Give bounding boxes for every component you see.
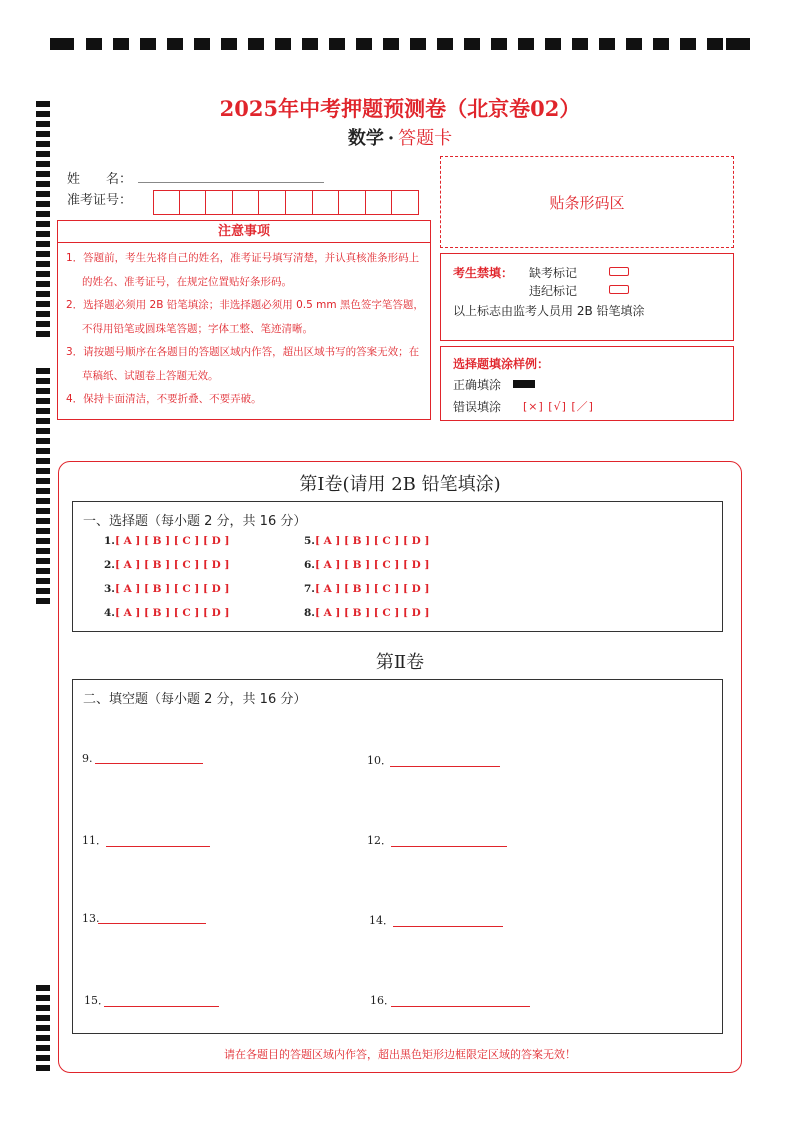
forbid-title: 考生禁填： [453, 266, 514, 280]
violation-mark-box[interactable] [609, 285, 629, 294]
blank-question-14[interactable] [369, 912, 394, 928]
blank-question-12[interactable] [367, 832, 392, 848]
blank-question-9[interactable] [82, 752, 93, 765]
choice-section-title: 一、选择题（每小题 2 分，共 16 分） [83, 514, 307, 529]
id-digit-box[interactable] [313, 190, 340, 215]
choice-question-4[interactable] [104, 607, 229, 619]
blank-question-11[interactable] [82, 832, 107, 848]
forbid-note: 以上标志由监考人员用 2B 铅笔填涂 [453, 304, 645, 318]
absent-label: 缺考标记 [529, 266, 578, 280]
barcode-area [440, 156, 734, 248]
blank-question-16[interactable] [370, 992, 395, 1008]
blank-question-13[interactable] [82, 912, 100, 925]
violation-label: 违纪标记 [529, 284, 578, 298]
option-bubbles[interactable]: [ A ] [ B ] [ C ] [ D ] [114, 607, 230, 619]
question-number: 12． [367, 834, 392, 847]
answer-line[interactable] [98, 923, 206, 924]
barcode-label: 贴条形码区 [549, 193, 625, 212]
option-bubbles[interactable]: [ A ] [ B ] [ C ] [ D ] [114, 535, 230, 547]
blank-question-10[interactable] [367, 752, 392, 768]
fill-blank-panel [72, 679, 723, 1034]
option-bubbles[interactable]: [ A ] [ B ] [ C ] [ D ] [314, 559, 430, 571]
notice-item: 4．保持卡面清洁，不要折叠、不要弄破。 [66, 393, 262, 405]
choice-question-2[interactable] [104, 559, 229, 571]
name-field[interactable] [138, 182, 324, 183]
wrong-label: 错误填涂 [453, 400, 502, 414]
notice-item: 1．答题前，考生先将自己的姓名，准考证号填写清楚，并认真核准条形码上的姓名、准考证号，在规定位置贴好条形码。 [66, 252, 420, 288]
question-number: 2. [104, 559, 115, 571]
id-digit-box[interactable] [233, 190, 260, 215]
choice-question-6[interactable] [304, 559, 429, 571]
id-digit-box[interactable] [153, 190, 180, 215]
id-digit-box[interactable] [206, 190, 233, 215]
question-number: 1. [104, 535, 115, 547]
exam-title: 2025年中考押题预测卷（北京卷02） [219, 96, 581, 121]
absent-mark-box[interactable] [609, 267, 629, 276]
part1-title: 第Ⅰ卷(请用 2B 铅笔填涂) [299, 474, 501, 495]
answer-line[interactable] [391, 1006, 530, 1007]
name-label: 姓 名： [67, 172, 133, 187]
id-digit-box[interactable] [366, 190, 393, 215]
answer-line[interactable] [104, 1006, 219, 1007]
option-bubbles[interactable]: [ A ] [ B ] [ C ] [ D ] [114, 583, 230, 595]
id-digit-box[interactable] [259, 190, 286, 215]
notice-list [58, 243, 430, 412]
notice-box [57, 220, 431, 420]
subject-label: 数学 [347, 128, 384, 149]
question-number: 5. [304, 535, 315, 547]
card-label: 答题卡 [398, 128, 453, 149]
notice-item: 2．选择题必须用 2B 铅笔填涂；非选择题必须用 0.5 mm 黑色签字笔答题，不得用铅笔或圆珠笔答题；字体工整、笔迹清晰。 [66, 299, 424, 335]
option-bubbles[interactable]: [ A ] [ B ] [ C ] [ D ] [314, 583, 430, 595]
question-number: 10． [367, 754, 392, 767]
question-number: 7. [304, 583, 315, 595]
question-number: 6. [304, 559, 315, 571]
notice-title: 注意事项 [58, 221, 430, 243]
notice-item: 3．请按题号顺序在各题目的答题区域内作答，超出区域书写的答案无效；在草稿纸、试题卷上答题无效。 [66, 346, 420, 382]
id-digit-box[interactable] [286, 190, 313, 215]
correct-label: 正确填涂 [453, 378, 502, 392]
choice-question-3[interactable] [104, 583, 229, 595]
choice-question-8[interactable] [304, 607, 429, 619]
sample-title: 选择题填涂样例： [453, 357, 550, 371]
answer-line[interactable] [390, 766, 500, 767]
question-number: 15． [84, 994, 109, 1007]
answer-line[interactable] [95, 763, 203, 764]
question-number: 8. [304, 607, 315, 619]
id-label: 准考证号： [67, 193, 133, 208]
question-number: 4. [104, 607, 115, 619]
question-number: 9. [82, 752, 93, 765]
separator-dot: · [387, 128, 395, 149]
option-bubbles[interactable]: [ A ] [ B ] [ C ] [ D ] [314, 607, 430, 619]
fill-sample-box [440, 346, 734, 421]
question-number: 13. [82, 912, 100, 925]
id-digit-box[interactable] [392, 190, 419, 215]
answer-line[interactable] [106, 846, 210, 847]
question-number: 16． [370, 994, 395, 1007]
footer-warning: 请在各题目的答题区域内作答，超出黑色矩形边框限定区域的答案无效！ [224, 1048, 576, 1061]
question-number: 3. [104, 583, 115, 595]
question-number: 11． [82, 834, 107, 847]
answer-line[interactable] [391, 846, 507, 847]
choice-question-5[interactable] [304, 535, 429, 547]
question-number: 14． [369, 914, 394, 927]
fill-blank-section-title: 二、填空题（每小题 2 分，共 16 分） [83, 692, 307, 707]
correct-fill-sample [513, 380, 535, 388]
top-timing-marks [50, 38, 750, 52]
option-bubbles[interactable]: [ A ] [ B ] [ C ] [ D ] [314, 535, 430, 547]
card-subtitle [0, 124, 800, 150]
choice-question-7[interactable] [304, 583, 429, 595]
examiner-only-box [440, 253, 734, 341]
id-digit-box[interactable] [339, 190, 366, 215]
part2-title: 第Ⅱ卷 [375, 652, 425, 673]
answer-line[interactable] [393, 926, 503, 927]
option-bubbles[interactable]: [ A ] [ B ] [ C ] [ D ] [114, 559, 230, 571]
id-digit-box[interactable] [180, 190, 207, 215]
choice-question-1[interactable] [104, 535, 229, 547]
blank-question-15[interactable] [84, 992, 109, 1008]
exam-id-boxes[interactable] [153, 190, 419, 215]
wrong-fill-samples: [×] [√] [／] [523, 400, 594, 413]
